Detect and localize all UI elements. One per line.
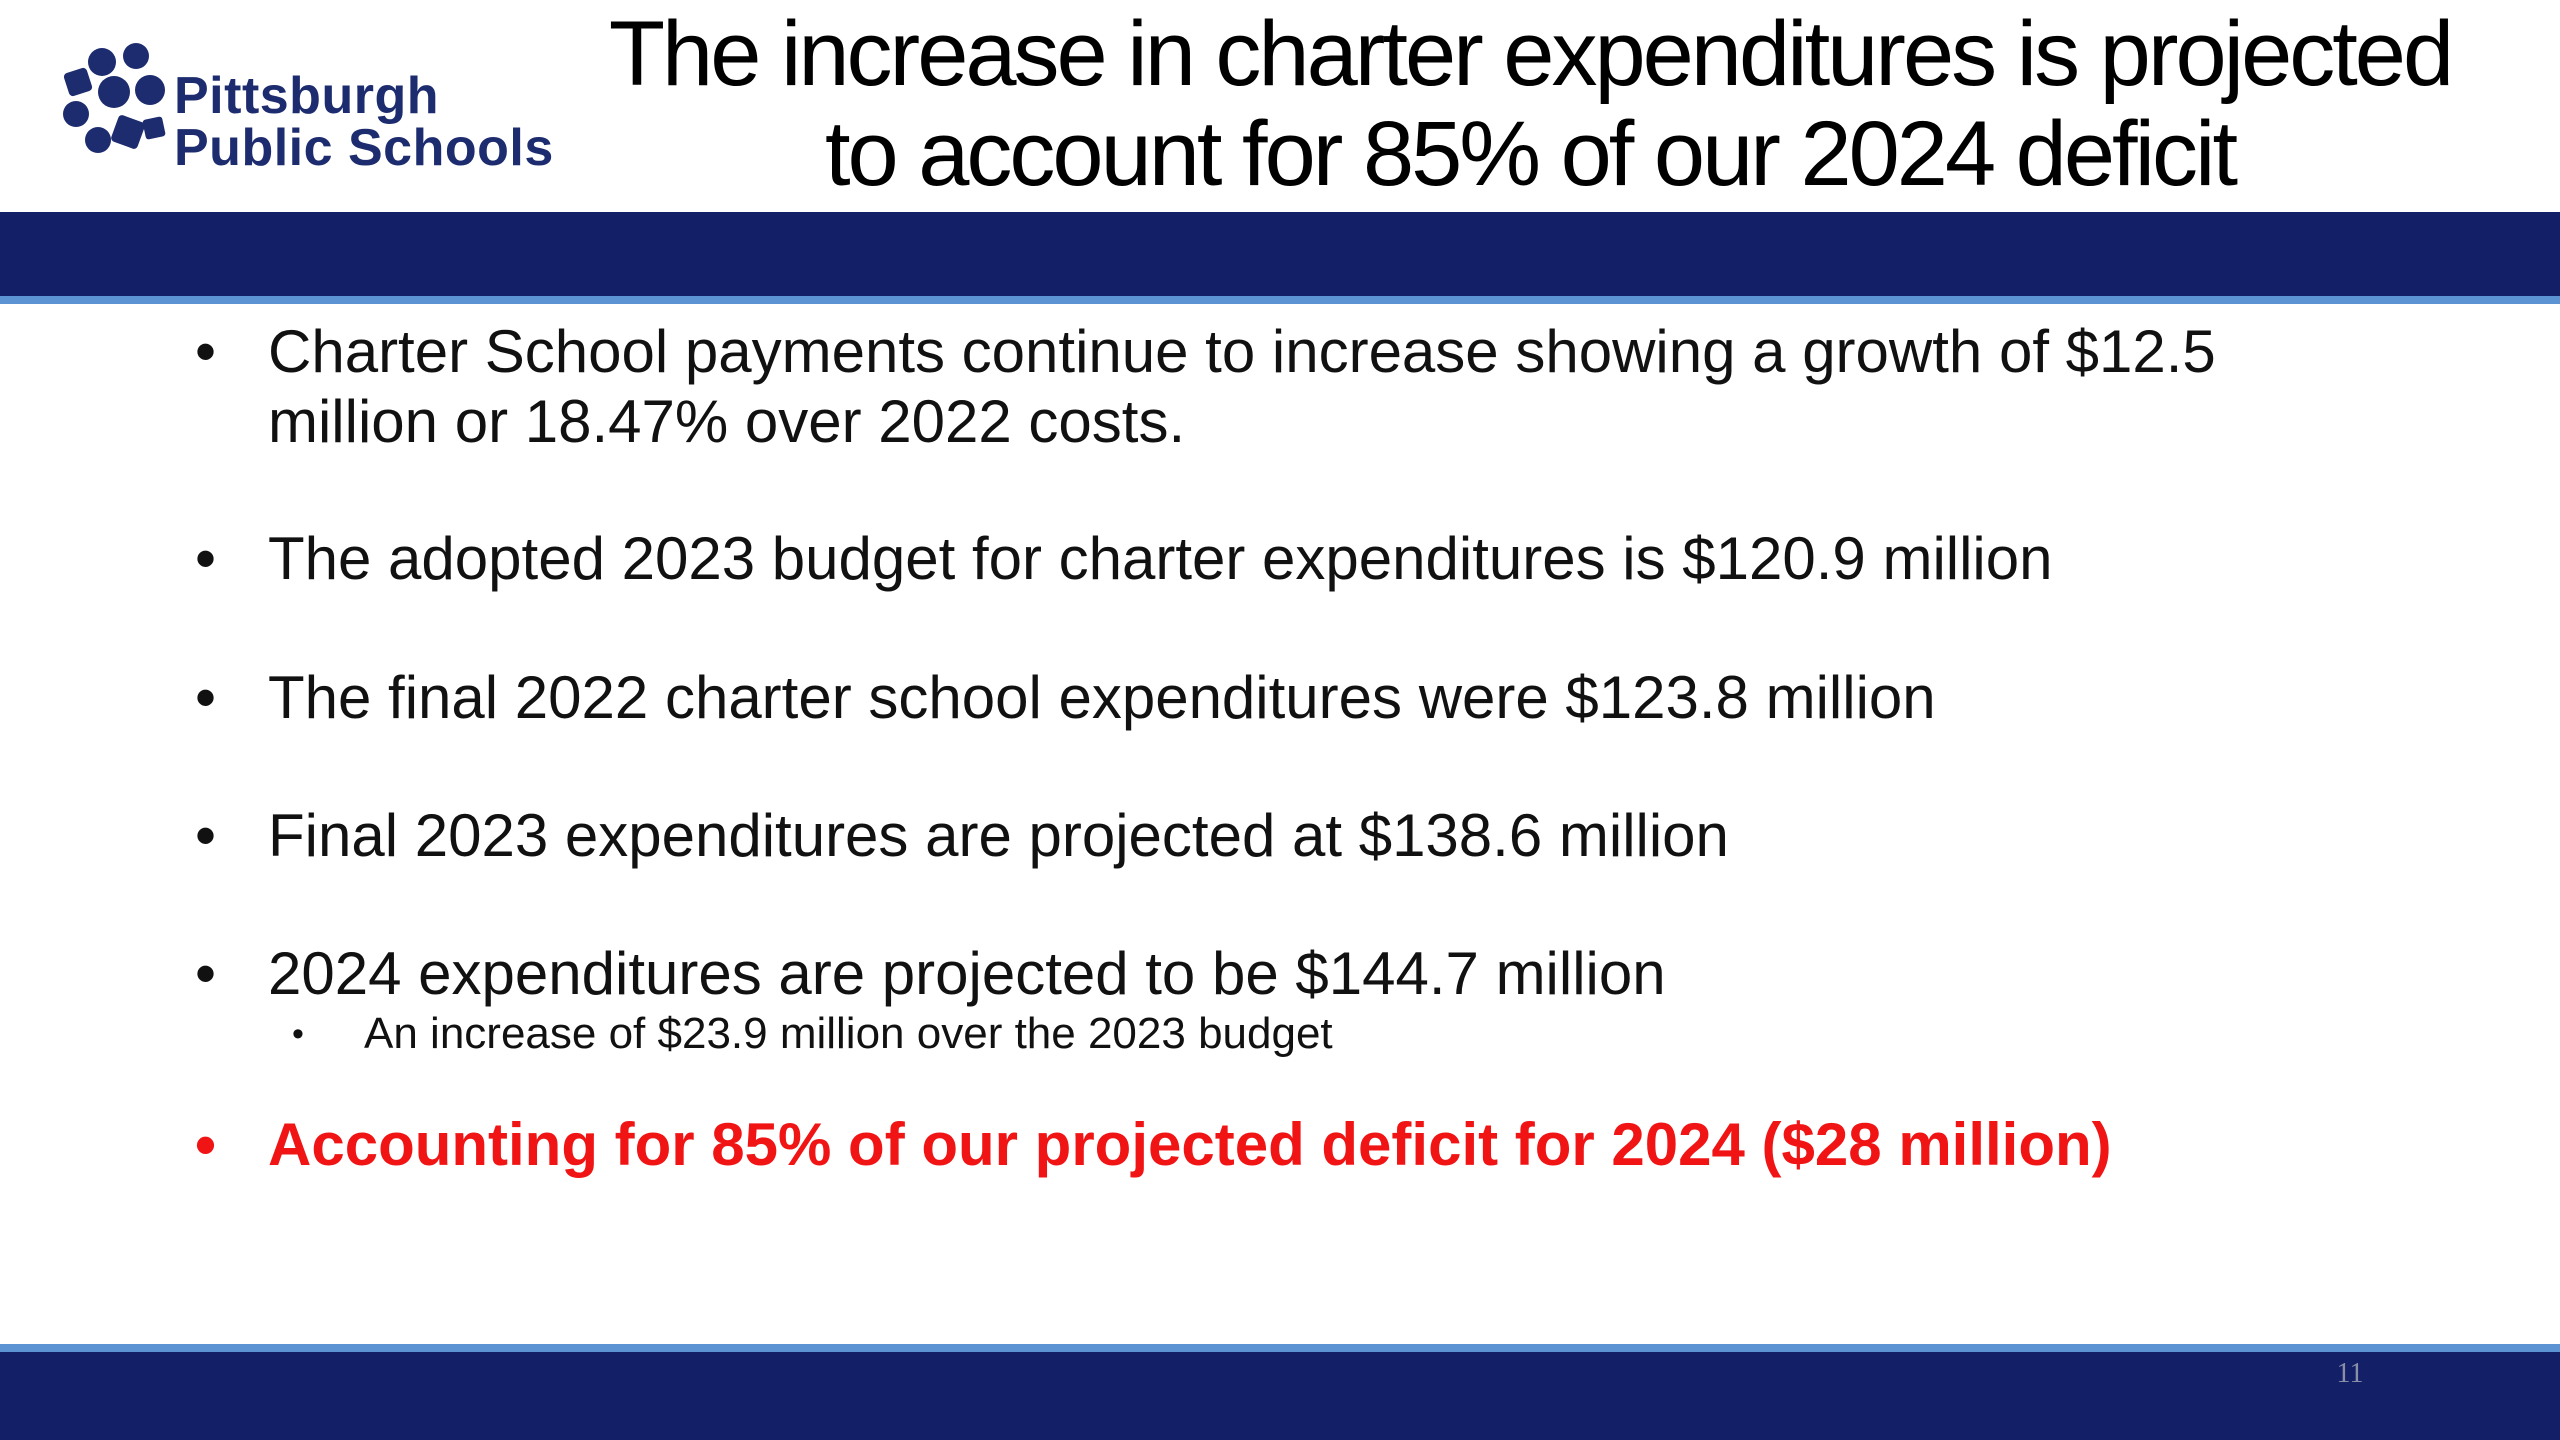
bullet-dot-icon: • (195, 318, 217, 385)
logo-line-2: Public Schools (174, 119, 554, 177)
bullet-text (268, 317, 2560, 457)
bullet-text-line: Final 2023 expenditures are projected at $138.6 million (268, 802, 1729, 869)
bullet-dot-icon: • (195, 940, 217, 1007)
slide-title-line-1: The increase in charter expenditures is projected (608, 3, 2452, 105)
highlight-bullet-text (268, 1110, 2560, 1180)
bullet-text (268, 524, 2560, 594)
highlight-bullet-dot-icon: • (195, 1111, 217, 1178)
bullet-text-line-2: million or 18.47% over 2022 costs. (268, 388, 1186, 455)
bullet-text-line: 2024 expenditures are projected to be $144.7 million (268, 940, 1666, 1007)
bullet-text-line: The adopted 2023 budget for charter expenditures is $120.9 million (268, 525, 2053, 592)
bullet-dot-icon: • (195, 525, 217, 592)
bullet-text-line-1: Charter School payments continue to increase showing a growth of $12.5 (268, 318, 2216, 385)
sub-bullet-dot-icon: • (292, 1015, 304, 1053)
bullet-text (268, 663, 2560, 733)
logo-line-1: Pittsburgh (174, 67, 439, 125)
bullet-text (268, 801, 2560, 871)
footer-band-accent-line (0, 1344, 2560, 1352)
bullet-dot-icon: • (195, 664, 217, 731)
bullet-dot-icon: • (195, 802, 217, 869)
footer-band (0, 1352, 2560, 1440)
page-number: 11 (2336, 1358, 2364, 1389)
slide-title-line-2: to account for 85% of our 2024 deficit (824, 103, 2236, 205)
bullet-text (268, 939, 2560, 1009)
highlight-text-line: Accounting for 85% of our projected deficit for 2024 ($28 million) (268, 1111, 2112, 1178)
sub-bullet-text: An increase of $23.9 million over the 2023 budget (364, 1009, 1333, 1058)
bullet-text-line: The final 2022 charter school expenditures were $123.8 million (268, 664, 1936, 731)
